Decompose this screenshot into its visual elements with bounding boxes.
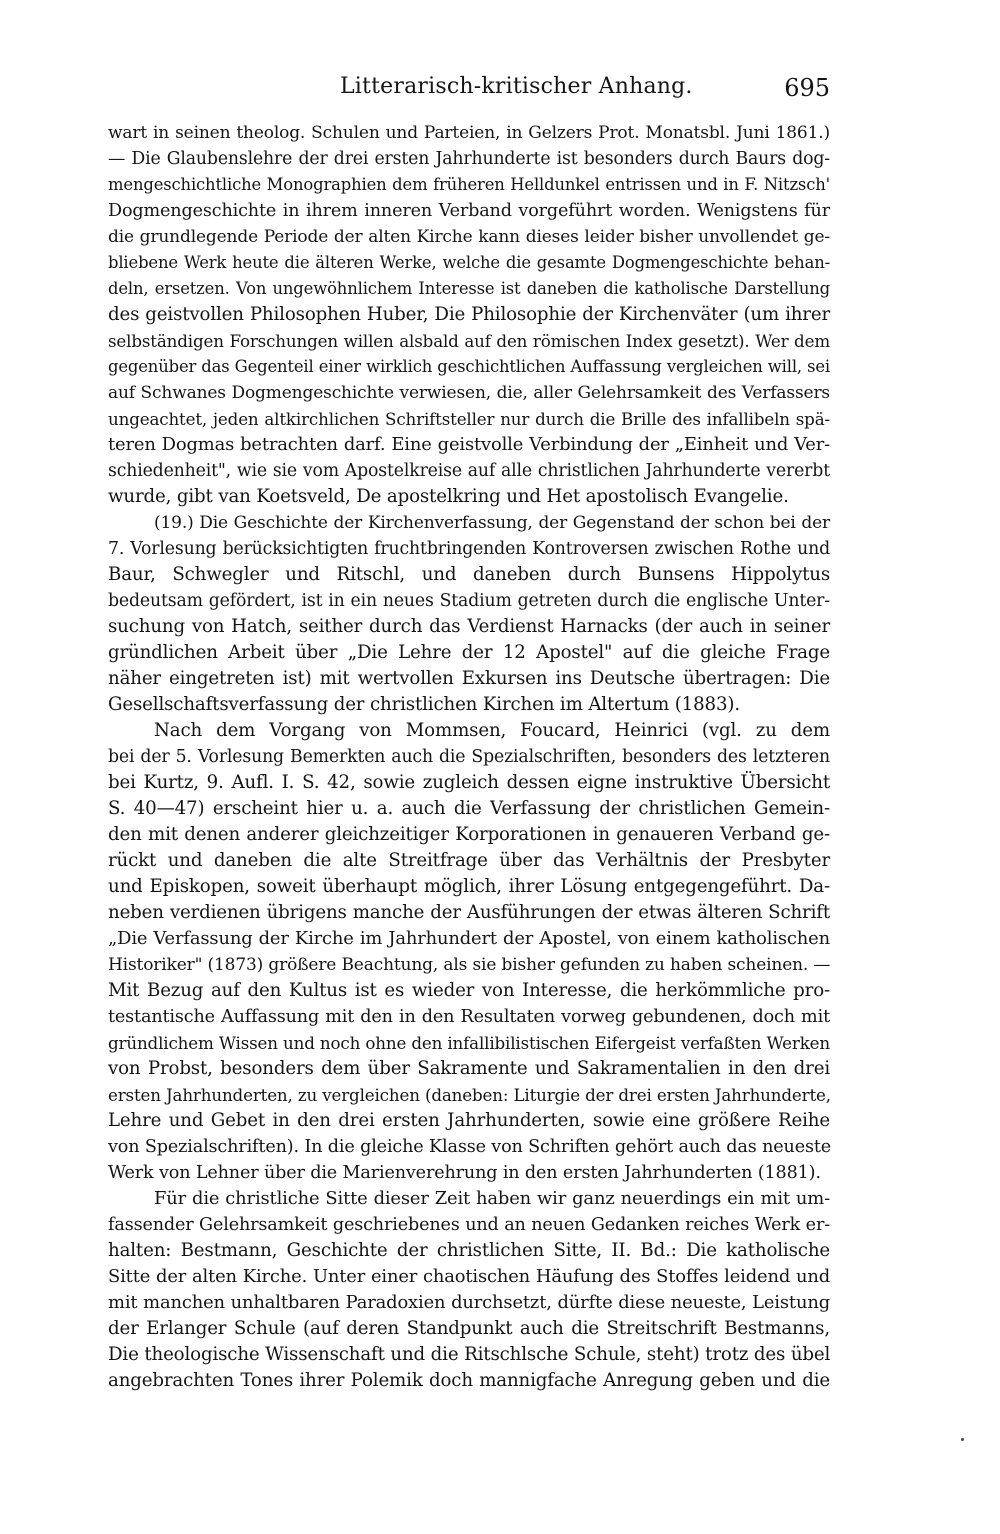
text-line: gründlichen Arbeit über „Die Lehre der 12 Apostel" auf die gleiche Frage	[108, 642, 830, 663]
text-line: mit manchen unhaltbaren Paradoxien durchsetzt, dürfte diese neueste, Leistung	[108, 1292, 830, 1313]
paragraph-start-line: Nach dem Vorgang von Mommsen, Foucard, Heinrici (vgl. zu dem	[154, 720, 830, 741]
text-line: näher eingetreten ist) mit wertvollen Exkursen ins Deutsche übertragen: Die	[108, 668, 830, 689]
text-line: neben verdienen übrigens manche der Ausführungen der etwas älteren Schrift	[108, 902, 830, 923]
text-line: mengeschichtliche Monographien dem früheren Helldunkel entrissen und in F. Nitzsch'	[108, 175, 830, 194]
text-line: testantische Auffassung mit den in den Resultaten vorweg gebundenen, doch mit	[108, 1007, 830, 1027]
text-line: fassender Gelehrsamkeit geschriebenes und an neuen Gedanken reiches Werk er-	[108, 1215, 830, 1235]
text-line: gründlichem Wissen und noch ohne den infallibilistischen Eifergeist verfaßten Werken	[108, 1033, 830, 1053]
text-line: schiedenheit", wie sie vom Apostelkreise auf alle christlichen Jahrhunderte vererbt	[108, 461, 830, 481]
text-line: deln, ersetzen. Von ungewöhnlichem Interesse ist daneben die katholische Darstellung	[108, 279, 830, 298]
text-line: Werk von Lehner über die Marienverehrung in den ersten Jahrhunderten (1881).	[108, 1163, 821, 1183]
text-line: „Die Verfassung der Kirche im Jahrhundert der Apostel, von einem katholischen	[108, 928, 830, 949]
paragraph-start-line: (19.) Die Geschichte der Kirchenverfassung, der Gegenstand der schon bei der	[154, 513, 830, 533]
text-line: wart in seinen theolog. Schulen und Parteien, in Gelzers Prot. Monatsbl. Juni 1861.)	[108, 123, 830, 143]
text-line: Sitte der alten Kirche. Unter einer chaotischen Häufung des Stoffes leidend und	[108, 1266, 830, 1287]
text-line: und Episkopen, soweit überhaupt möglich, ihrer Lösung entgegengeführt. Da-	[108, 876, 830, 897]
text-line: rückt und daneben die alte Streitfrage über das Verhältnis der Presbyter	[108, 850, 830, 871]
text-line: halten: Bestmann, Geschichte der christlichen Sitte, II. Bd.: Die katholische	[108, 1240, 830, 1261]
text-line: angebrachten Tones ihrer Polemik doch mannigfache Anregung geben und die	[108, 1370, 830, 1391]
text-line: — Die Glaubenslehre der drei ersten Jahrhunderte ist besonders durch Baurs dog-	[108, 149, 830, 169]
text-line: Mit Bezug auf den Kultus ist es wieder von Interesse, die herkömmliche pro-	[108, 980, 830, 1001]
page-header	[108, 74, 830, 110]
text-line: ungeachtet, jeden altkirchlichen Schriftsteller nur durch die Brille des infallibeln spä-	[108, 409, 830, 429]
paragraph-start-line: Für die christliche Sitte dieser Zeit haben wir ganz neuerdings ein mit um-	[154, 1188, 830, 1209]
text-line: der Erlanger Schule (auf deren Standpunkt auch die Streitschrift Bestmanns,	[108, 1318, 830, 1339]
text-line: ersten Jahrhunderten, zu vergleichen (daneben: Liturgie der drei ersten Jahrhunderte,	[108, 1085, 831, 1105]
text-line: den mit denen anderer gleichzeitiger Korporationen in genaueren Verband ge-	[108, 824, 830, 845]
text-line: teren Dogmas betrachten darf. Eine geistvolle Verbindung der „Einheit und Ver-	[108, 434, 830, 455]
print-speck	[961, 1438, 964, 1441]
text-line: selbständigen Forschungen willen alsbald auf den römischen Index gesetzt). Wer dem	[108, 331, 830, 351]
text-line: 7. Vorlesung berücksichtigten fruchtbringenden Kontroversen zwischen Rothe und	[108, 539, 830, 559]
text-line: suchung von Hatch, seither durch das Verdienst Harnacks (der auch in seiner	[108, 616, 830, 637]
running-head: Litterarisch-kritischer Anhang.	[340, 74, 693, 99]
text-line: Lehre und Gebet in den drei ersten Jahrhunderten, sowie eine größere Reihe	[108, 1110, 830, 1131]
text-line: bliebene Werk heute die älteren Werke, welche die gesamte Dogmengeschichte behan-	[108, 253, 830, 272]
text-line: Baur, Schwegler und Ritschl, und daneben durch Bunsens Hippolytus	[108, 564, 830, 585]
text-line: bei Kurtz, 9. Aufl. I. S. 42, sowie zugleich dessen eigne instruktive Übersicht	[108, 772, 830, 793]
text-line: auf Schwanes Dogmengeschichte verwiesen, die, aller Gelehrsamkeit des Verfassers	[108, 383, 830, 403]
text-line: wurde, gibt van Koetsveld, De apostelkring und Het apostolisch Evangelie.	[108, 486, 789, 507]
text-line: Dogmengeschichte in ihrem inneren Verband vorgeführt worden. Wenigstens für	[108, 201, 830, 221]
text-line: S. 40—47) erscheint hier u. a. auch die Verfassung der christlichen Gemein-	[108, 798, 830, 819]
text-line: Die theologische Wissenschaft und die Ritschlsche Schule, steht) trotz des übel	[108, 1344, 831, 1365]
page-number: 695	[784, 74, 830, 102]
text-line: von Spezialschriften). In die gleiche Klasse von Schriften gehört auch das neueste	[108, 1137, 832, 1157]
text-line: gegenüber das Gegenteil einer wirklich geschichtlichen Auffassung vergleichen will, sei	[108, 357, 830, 376]
text-line: Historiker" (1873) größere Beachtung, als sie bisher gefunden zu haben scheinen. —	[108, 955, 831, 975]
text-line: von Probst, besonders dem über Sakramente und Sakramentalien in den drei	[108, 1058, 830, 1079]
text-line: Gesellschaftsverfassung der christlichen Kirchen im Altertum (1883).	[108, 694, 740, 715]
text-line: bedeutsam gefördert, ist in ein neues Stadium getreten durch die englische Unter-	[108, 591, 830, 611]
text-line: des geistvollen Philosophen Huber, Die Philosophie der Kirchenväter (um ihrer	[108, 304, 830, 325]
text-line: die grundlegende Periode der alten Kirche kann dieses leider bisher unvollendet ge-	[108, 227, 830, 247]
text-line: bei der 5. Vorlesung Bemerkten auch die Spezialschriften, besonders des letzteren	[108, 747, 830, 767]
